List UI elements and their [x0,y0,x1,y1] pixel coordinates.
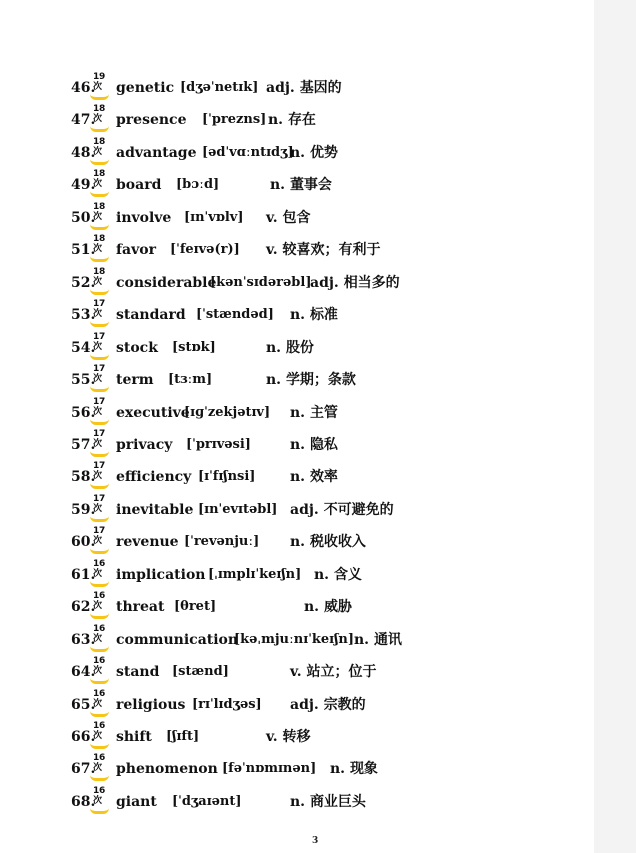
occurrence-count: 17次 [93,299,105,320]
occurrence-count: 18次 [93,104,105,125]
entry-phonetic: [ədˈvɑːntɪdʒ] [202,144,294,160]
occurrence-count: 17次 [93,461,105,482]
occurrence-count: 17次 [93,526,105,547]
entry-part-of-speech: n. [290,404,306,421]
entry-part-of-speech: n. [290,436,306,453]
entry-part-of-speech: n. [290,307,306,324]
entry-number: 63. [71,631,96,648]
occurrence-count: 18次 [93,266,105,287]
entry-number: 52. [71,274,96,291]
entry-meaning: 税收收入 [309,534,366,551]
occurrence-count: 16次 [93,558,105,579]
entry-definition [304,599,352,615]
entry-part-of-speech: n. [270,177,286,194]
entry-part-of-speech: n. [266,372,282,389]
entry-number: 64. [71,664,96,681]
entry-part-of-speech: adj. [290,696,319,713]
highlight-underline [90,191,109,197]
highlight-underline [90,451,109,457]
entry-word: standard [116,307,186,324]
occurrence-count: 18次 [93,234,105,255]
entry-meaning: 基因的 [299,80,342,96]
occurrence-count: 16次 [93,656,105,677]
entry-definition [266,80,342,96]
occurrence-count: 16次 [93,785,105,806]
entry-word: shift [116,729,152,745]
entry-part-of-speech: n. [268,112,284,129]
occurrence-count: 16次 [93,688,105,709]
entry-definition [314,567,362,583]
entry-number: 46. [71,80,96,96]
entry-number: 56. [71,404,96,421]
highlight-underline [90,256,109,262]
entry-meaning: 存在 [287,112,316,129]
entry-phonetic: [stɒk] [172,339,216,355]
entry-number: 59. [71,501,96,518]
occurrence-count: 16次 [93,753,105,774]
entry-definition [290,145,338,161]
entry-number: 67. [71,761,96,778]
page-number: 3 [312,836,319,846]
entry-word: revenue [116,534,179,551]
entry-meaning: 效率 [309,469,338,486]
entry-definition [290,469,338,485]
highlight-underline [90,581,109,587]
highlight-underline [90,775,109,781]
entry-definition [354,632,402,648]
entry-word: term [116,372,154,389]
entry-word: board [116,177,162,194]
entry-word: privacy [116,436,173,453]
entry-meaning: 商业巨头 [309,793,366,810]
entry-meaning: 转移 [282,729,311,745]
entry-phonetic: [stænd] [172,664,229,680]
entry-definition [266,372,356,388]
occurrence-count: 18次 [93,169,105,190]
entry-part-of-speech: n. [290,144,306,161]
entry-word: communication [116,631,239,648]
highlight-underline [90,808,109,814]
entry-phonetic: [kəˌmjuːnɪˈkeɪʃn] [234,631,354,647]
entry-part-of-speech: adj. [310,274,339,291]
entry-phonetic: [ɪˈfɪʃnsi] [198,469,256,485]
entry-definition [290,794,366,810]
highlight-underline [90,483,109,489]
entry-definition [290,405,338,421]
entry-meaning: 标准 [309,307,338,324]
entry-phonetic: [ˈprezns] [202,112,267,128]
entry-number: 55. [71,372,96,389]
entry-phonetic: [dʒəˈnetɪk] [180,80,259,95]
entry-number: 47. [71,112,96,129]
entry-meaning: 现象 [349,761,378,778]
occurrence-count: 17次 [93,331,105,352]
highlight-underline [90,321,109,327]
highlight-underline [90,354,109,360]
entry-definition [290,437,338,453]
entry-word: religious [116,696,186,713]
entry-number: 54. [71,339,96,356]
entry-definition [290,534,366,550]
entry-part-of-speech: v. [266,209,278,226]
entry-phonetic: [ˈprɪvəsi] [186,436,251,452]
entry-definition [290,664,376,680]
entry-meaning: 威胁 [323,599,352,616]
entry-word: advantage [116,144,197,161]
entry-word: phenomenon [116,761,218,778]
entry-phonetic: [ɪnˈevɪtəbl] [198,501,278,517]
entry-word: stand [116,664,160,681]
entry-number: 60. [71,534,96,551]
entry-number: 62. [71,599,96,616]
entry-phonetic: [ˈdʒaɪənt] [172,793,242,809]
entry-phonetic: [ɪɡˈzekjətɪv] [184,404,271,420]
entry-word: executive [116,404,190,421]
occurrence-count: 16次 [93,623,105,644]
entry-phonetic: [rɪˈlɪdʒəs] [192,696,262,712]
entry-word: considerable [116,274,217,291]
entry-number: 53. [71,307,96,324]
highlight-underline [90,224,109,230]
highlight-underline [90,743,109,749]
entry-number: 65. [71,696,96,713]
entry-part-of-speech: adj. [290,501,319,518]
occurrence-count: 16次 [93,721,105,741]
occurrence-count: 18次 [93,201,105,222]
entry-phonetic: [tɜːm] [168,372,213,388]
highlight-underline [90,94,109,100]
entry-part-of-speech: n. [266,339,282,356]
entry-phonetic: [θret] [174,599,217,615]
entry-meaning: 主管 [309,404,338,421]
entry-meaning: 相当多的 [343,274,400,291]
entry-phonetic: [bɔːd] [176,177,220,193]
entry-word: genetic [116,80,175,96]
entry-phonetic: [ˈstændəd] [196,307,274,323]
occurrence-count: 16次 [93,591,105,612]
occurrence-count: 17次 [93,493,105,514]
occurrence-count: 17次 [93,364,105,385]
highlight-underline [90,289,109,295]
entry-word: involve [116,209,172,226]
entry-definition [310,275,400,291]
occurrence-count: 18次 [93,136,105,157]
entry-meaning: 通讯 [373,631,402,648]
highlight-underline [90,678,109,684]
entry-meaning: 不可避免的 [323,501,394,518]
highlight-underline [90,711,109,717]
entry-phonetic: [fəˈnɒmɪnən] [222,761,317,777]
entry-word: presence [116,112,187,129]
occurrence-count: 19次 [93,72,105,92]
entry-number: 58. [71,469,96,486]
entry-part-of-speech: n. [330,761,346,778]
highlight-underline [90,646,109,652]
highlight-underline [90,516,109,522]
highlight-underline [90,613,109,619]
entry-word: stock [116,339,158,356]
entry-meaning: 学期；条款 [285,372,356,389]
entry-phonetic: [ʃɪft] [166,729,200,744]
entry-part-of-speech: v. [266,729,278,745]
entry-word: inevitable [116,501,194,518]
entry-meaning: 站立；位于 [306,664,377,681]
entry-part-of-speech: n. [304,599,320,616]
entry-phonetic: [kənˈsɪdərəbl] [210,274,312,290]
entry-definition [266,729,310,745]
entry-number: 68. [71,793,96,810]
entry-definition [268,112,316,128]
occurrence-count: 17次 [93,396,105,417]
entry-meaning: 股份 [285,339,314,356]
entry-meaning: 较喜欢；有利于 [282,242,381,259]
entry-meaning: 隐私 [309,436,338,453]
entry-part-of-speech: n. [314,566,330,583]
entry-phonetic: [ˈfeɪvə(r)] [170,242,240,258]
entry-number: 51. [71,242,96,259]
entry-phonetic: [ˈrevənjuː] [184,534,260,550]
entry-word: favor [116,242,156,259]
entry-part-of-speech: n. [290,793,306,810]
entry-definition [290,307,338,323]
entry-part-of-speech: n. [290,534,306,551]
entry-phonetic: [ˌɪmplɪˈkeɪʃn] [208,566,302,582]
entry-meaning: 宗教的 [323,696,366,713]
entry-phonetic: [ɪnˈvɒlv] [184,209,244,225]
entry-meaning: 含义 [333,566,362,583]
entry-definition [266,210,310,226]
entry-definition [290,502,394,518]
entry-word: efficiency [116,469,192,486]
entry-part-of-speech: v. [266,242,278,259]
highlight-underline [90,419,109,425]
highlight-underline [90,126,109,132]
entry-number: 50. [71,209,96,226]
entry-meaning: 董事会 [289,177,332,194]
entry-word: threat [116,599,165,616]
entry-definition [330,761,378,777]
entry-word: implication [116,566,206,583]
entry-definition [266,242,380,258]
entry-part-of-speech: n. [290,469,306,486]
entry-meaning: 包含 [282,209,311,226]
entry-definition [266,340,314,356]
entry-definition [290,697,366,713]
entry-number: 57. [71,436,96,453]
highlight-underline [90,548,109,554]
highlight-underline [90,159,109,165]
entry-meaning: 优势 [309,144,338,161]
entry-definition [270,177,332,193]
entry-part-of-speech: v. [290,664,302,681]
entry-number: 48. [71,144,96,161]
entry-number: 61. [71,566,96,583]
entry-part-of-speech: n. [354,631,370,648]
entry-part-of-speech: adj. [266,80,295,96]
occurrence-count: 17次 [93,428,105,449]
entry-word: giant [116,793,157,810]
entry-number: 66. [71,729,96,745]
entry-number: 49. [71,177,96,194]
highlight-underline [90,386,109,392]
